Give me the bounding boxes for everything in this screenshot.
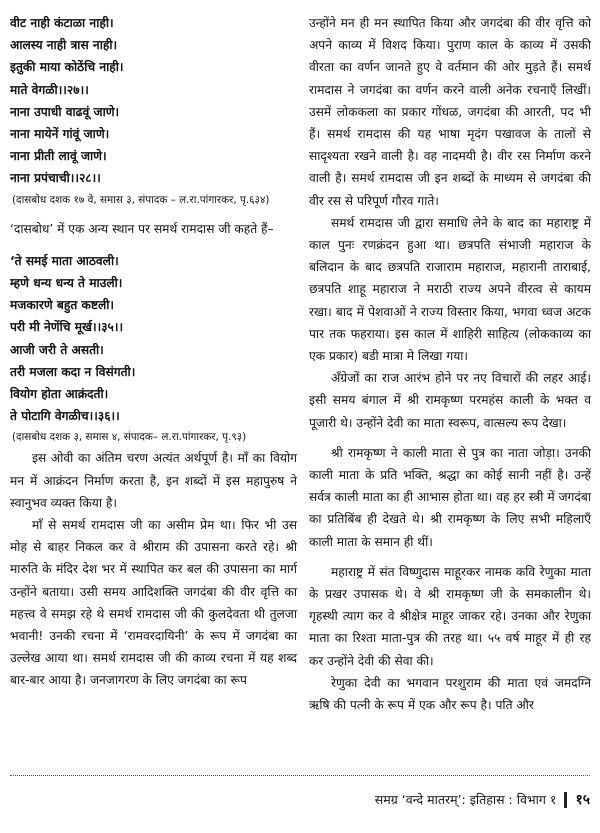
paragraph: अँग्रेजों का राज आरंभ होने पर नए विचारों की लहर आई। इसी समय बंगाल में श्री रामकृष्ण परमहंस काली के भक्त व पूजारी थे। उन्होंने देवी का माता स्वरूप, वात्सल्य रूप देखा। <box>309 371 591 430</box>
paragraph: श्री रामकृष्ण ने काली माता से पुत्र का नाता जोड़ा। उनकी काली माता के प्रति भक्ति, श्रद्धा का कोई सानी नहीं है। उन्हें सर्वत्र काली माता का ही आभास होता था। वह हर स्त्री में जगदंबा का प्रतिबिंब ही देखते थे। श्री रामकृष्ण के लिए सभी महिलाएँ काली माता के समान ही थीं। <box>309 445 591 549</box>
verse-line: ते पोटागि वेगळीच।।३६।। <box>10 409 120 424</box>
right-column <box>309 12 591 716</box>
paragraph: समर्थ रामदास जी द्वारा समाधि लेने के बाद का महाराष्ट्र में काल पुनः रणक्रंदन हुआ था। छत्रपति संभाजी महाराज के बलिदान के बाद छत्रपति राजाराम महाराज, महारानी ताराबाई, छत्रपति शाहू महाराज ने मराठी राज्य अपने वीरत्व से कायम रखा। बाद में पेशवाओं ने राज्य विस्तार किया, भगवा ध्वज अटक पार तक फहराया। इस काल में शाहिरी साहित्य (लोककाव्य का एक प्रकार) बडी मात्रा मे लिखा गया। <box>309 215 591 364</box>
page-footer <box>375 790 590 810</box>
citation-note: (दासबोध दशक १७ वे, समास ३, संपादक – ल.रा.पांगारकर, पृ.६३४) <box>12 193 270 206</box>
paragraph: इस ओवी का अंतिम चरण अत्यंत अर्थपूर्ण है। माँ का वियोग मन में आक्रंदन निर्माण करता है, इन शब्दों में इस महापुरुष ने स्वानुभव व्यक्त किया है। <box>10 451 297 510</box>
verse-line: आलस्य नाही त्रास नाही। <box>10 38 118 53</box>
citation-note: (दासबोध दशक ३, समास ४, संपादक– ल.रा.पांगारकर, पृ.९३) <box>12 431 247 444</box>
verse-line: म्हणे धन्य धन्य ते माउली। <box>10 276 123 291</box>
left-column <box>10 12 297 692</box>
paragraph: माँ से समर्थ रामदास जी का असीम प्रेम था। फिर भी उस मोह से बाहर निकल कर वे श्रीराम की उपासना करते रहे। श्री मारुति के मंदिर देश भर में स्थापित कर बल की उपासना का मार्ग उन्होंने बताया। उसी समय आदिशक्ति जगदंबा की वीर वृत्ति का महत्त्व वे समझ रहे थे समर्थ रामदास जी की कुलदेवता थी तुलजा भवानी! उनकी रचना में ‘रामवरदायिनी’ के रूप में जगदंबा का उल्लेख आया था। समर्थ रामदास जी की काव्य रचना में यह शब्द बार-बार आया है। जनजागरण के लिए जगदंबा का रूप <box>10 518 297 688</box>
verse-line: मजकारणे बहुत कष्टली। <box>10 298 115 313</box>
verse-block-2 <box>10 250 297 428</box>
verse-line: नाना प्रपंचाची।।२८।। <box>10 171 101 186</box>
paragraph: रेणुका देवी का भगवान परशुराम की माता एवं जमदग्नि ऋषि की पत्नी के रूप में एक और रूप है। पति और <box>309 675 591 713</box>
verse-block-1 <box>10 12 297 190</box>
paragraph: उन्होंने मन ही मन स्थापित किया और जगदंबा की वीर वृत्ति को अपने काव्य में विशद किया। पुराण काल के काव्य में उसकी वीरता का वर्णन जानते हुए वे वर्तमान की ओर मुड़ते हैं। समर्थ रामदास ने जगदंबा का वर्णन करने वाली अनेक रचनाएँ लिखीं। उसमें लोककला का प्रकार गोंधळ, जगदंबा की आरती, पद भी हैं। समर्थ रामदास की यह भाषा मृदंग पखावज के तालों से सादृश्यता रखने वाली है। वह नादमयी है। वीर रस निर्माण करने वाली है। समर्थ रामदास जी इन शब्दों के माध्यम से जगदंबा की वीर रस से परिपूर्ण गौरव गाते। <box>309 16 591 208</box>
verse-line: नाना मायेनें गांवूं जाणे। <box>10 127 110 142</box>
verse-line: नाना प्रीती लावूं जाणे। <box>10 149 107 164</box>
footer-title: समग्र ‘वन्दे मातरम्’: इतिहास : विभाग १ <box>374 792 557 807</box>
verse-line: परी मी नेणेंचि मूर्ख।।३५।। <box>10 320 124 335</box>
page-number: १५ <box>575 792 590 808</box>
paragraph: ‘दासबोध’ में एक अन्य स्थान पर समर्थ रामदास जी कहते हैं– <box>10 221 274 236</box>
footer-separator <box>564 792 567 808</box>
verse-line: नाना उपाधी वाढवूं जाणे। <box>10 104 120 119</box>
paragraph: महाराष्ट्र में संत विष्णुदास माहूरकर नामक कवि रेणुका माता के प्रखर उपासक थे। वे श्री रामकृष्ण जी के समकालीन थे। गृहस्थी त्याग कर वे श्रीक्षेत्र माहूर जाकर रहे। उनका और रेणुका माता का रिश्ता माता-पुत्र की तरह था। ५५ वर्ष माहूर में ही रह कर उन्होंने देवी की सेवा की। <box>309 564 591 668</box>
verse-line: ‘ते समई माता आठवली। <box>10 253 119 268</box>
footer-divider <box>10 775 590 776</box>
verse-line: माते वेगळी।।२७।। <box>10 82 89 97</box>
verse-line: वीट नाही कंटाळा नाही। <box>10 16 114 30</box>
verse-line: तरी मजला कदा न विसंगती। <box>10 364 136 379</box>
verse-line: वियोग होता आक्रंदती। <box>10 387 109 402</box>
verse-line: इतुकी माया कोठेंचि नाही। <box>10 60 124 75</box>
verse-line: आजी जरी ते असती। <box>10 342 104 357</box>
